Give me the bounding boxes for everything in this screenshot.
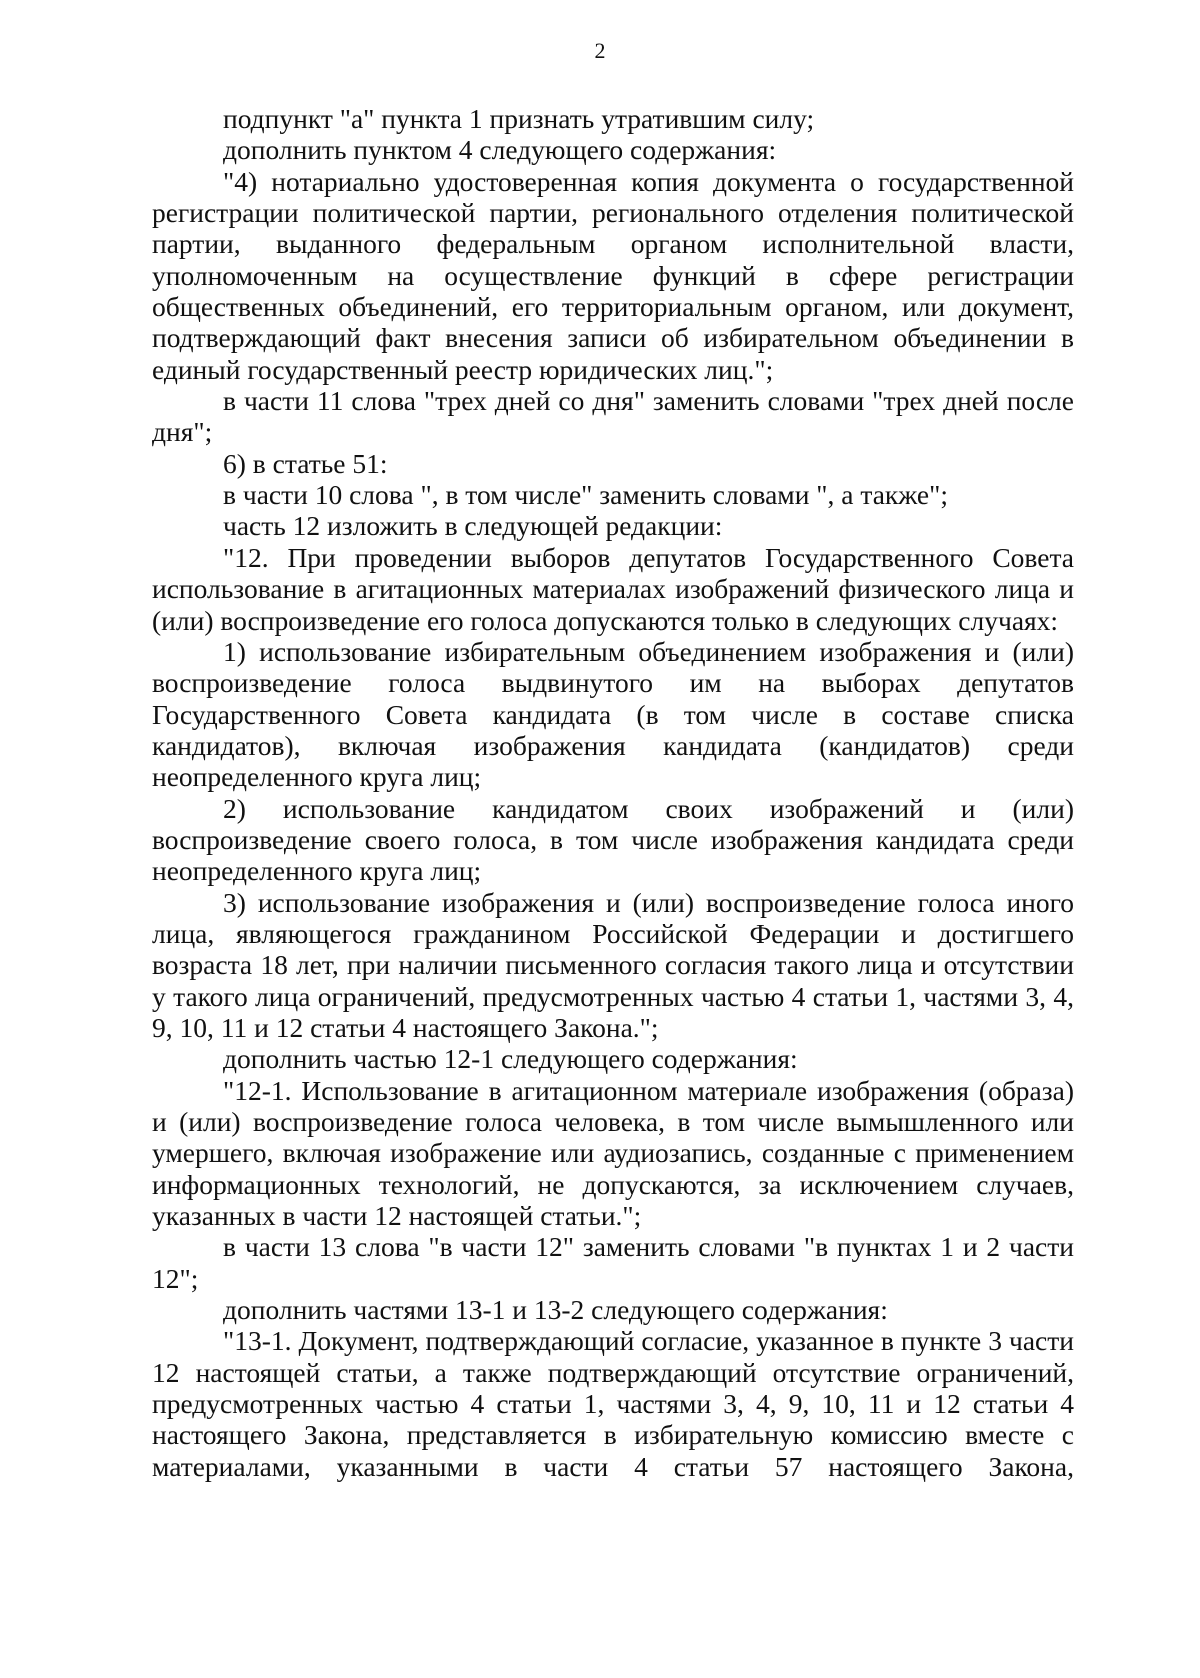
paragraph-part-11: в части 11 слова "трех дней со дня" заменить словами "трех дней после дня"; <box>152 385 1074 448</box>
paragraph-case-3: 3) использование изображения и (или) воспроизведение голоса иного лица, являющегося гражданином Российской Федерации и достигшего возраста 18 лет, при наличии письменного согласия такого лица и отсутствии у такого лица ограничений, предусмотренных частью 4 статьи 1, частями 3, 4, 9, 10, 11 и 12 статьи 4 настоящего Закона."; <box>152 886 1074 1043</box>
paragraph-case-1: 1) использование избирательным объединением изображения и (или) воспроизведение голоса выдвинутого им на выборах депутатов Государственного Совета кандидата (в том числе в составе списка кандидатов), включая изображения кандидата (кандидатов) среди неопределенного круга лиц; <box>152 635 1074 793</box>
paragraph-part-13-1-text: "13-1. Документ, подтверждающий согласие, указанное в пункте 3 части 12 настоящей статьи, а также подтверждающий отсутствие ограничений, предусмотренных частью 4 статьи 1, частями 3, 4, 9, 10, 11 и 12 статьи 4 настоящего Закона, представляется в избирательную комиссию вместе с материалами, указанными в части 4 статьи 57 настоящего Закона, <box>152 1325 1074 1482</box>
paragraph-add-parts-13-1-13-2: дополнить частями 13-1 и 13-2 следующего содержания: <box>223 1294 888 1326</box>
document-body <box>152 103 1074 1482</box>
paragraph-point-4-text: "4) нотариально удостоверенная копия документа о государственной регистрации политической партии, регионального отделения политической партии, выданного федеральным органом исполнительной власти, уполномоченным на осуществление функций в сфере регистрации общественных объединений, его территориальным органом, или документ, подтверждающий факт внесения записи об избирательном объединении в единый государственный реестр юридических лиц."; <box>152 165 1074 385</box>
paragraph-part-12-1-text: "12-1. Использование в агитационном материале изображения (образа) и (или) воспроизведение голоса человека, в том числе вымышленного или умершего, включая изображение или аудиозапись, созданные с применением информационных технологий, не допускаются, за исключением случаев, указанных в части 12 настоящей статьи."; <box>152 1074 1074 1232</box>
paragraph-case-2: 2) использование кандидатом своих изображений и (или) воспроизведение своего голоса, в том числе изображения кандидата среди неопределенного круга лиц; <box>152 792 1074 887</box>
paragraph-article-51: 6) в статье 51: <box>223 447 388 479</box>
page-number: 2 <box>594 38 606 63</box>
paragraph-add-point-4: дополнить пунктом 4 следующего содержания: <box>223 134 777 166</box>
paragraph-part-12-intro: часть 12 изложить в следующей редакции: <box>223 510 723 542</box>
paragraph-subpoint-a: подпункт "а" пункта 1 признать утратившим силу; <box>223 103 815 134</box>
paragraph-part-13: в части 13 слова "в части 12" заменить словами "в пунктах 1 и 2 части 12"; <box>152 1231 1074 1294</box>
paragraph-add-part-12-1: дополнить частью 12-1 следующего содержания: <box>223 1043 798 1075</box>
paragraph-part-10: в части 10 слова ", в том числе" заменить словами ", а также"; <box>223 479 948 511</box>
paragraph-part-12-text: "12. При проведении выборов депутатов Государственного Совета использование в агитационных материалах изображений физического лица и (или) воспроизведение его голоса допускаются только в следующих случаях: <box>152 541 1074 636</box>
